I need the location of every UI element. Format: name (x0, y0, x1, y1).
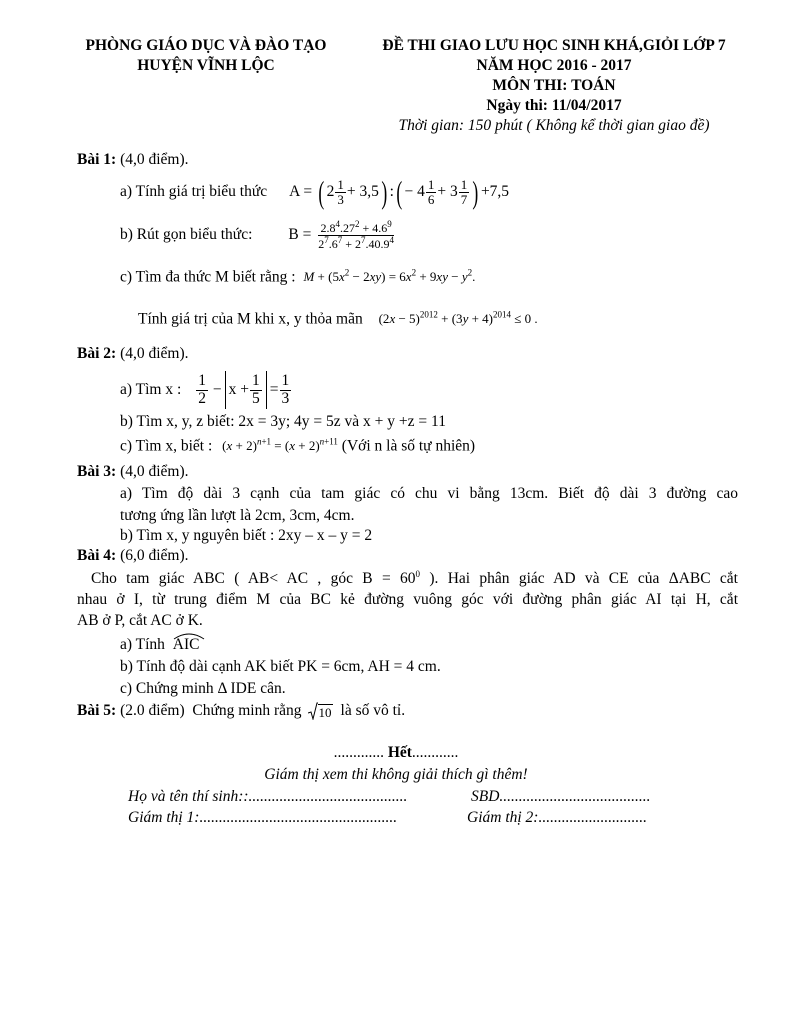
sqrt-radicand: 10 (318, 705, 332, 720)
bai3-a-line2: tương ứng lần lượt là 2cm, 3cm, 4cm. (120, 507, 355, 524)
bai1-c-text: c) Tìm đa thức M biết rằng : (120, 268, 296, 286)
bai5 (77, 702, 405, 720)
bai3-title: Bài 3: (77, 463, 117, 480)
bai4-problem-line1: Cho tam giác ABC ( AB< AC , góc $B = 60^0$ ). Hai phân giác AD và CE của ΔABC cắt (91, 569, 738, 588)
bai2-c (120, 437, 475, 455)
bai1-title: Bài 1: (77, 151, 117, 168)
bai3-points: (4,0 điểm). (116, 463, 189, 480)
angle-arc-icon (173, 632, 205, 640)
department-name: PHÒNG GIÁO DỤC VÀ ĐÀO TẠO (85, 37, 327, 54)
proctor1-line: Giám thị 1:................................................... (128, 809, 398, 826)
bai3-a-line1: a) Tìm độ dài 3 cạnh của tam giác có chu vi bằng 13cm. Biết độ dài 3 đường cao (120, 485, 738, 502)
bai1-b (120, 213, 397, 257)
subject: MÔN THI: TOÁN (492, 77, 616, 94)
school-department (76, 36, 336, 76)
bai1-c2 (138, 310, 538, 328)
bai1-c2-formula: $(2x - 5)^{2012} + (3y + 4)^{2014} \le 0$ . (378, 310, 538, 327)
bai5-text-after: là số vô tỉ. (340, 702, 406, 719)
school-year: NĂM HỌC 2016 - 2017 (476, 57, 632, 74)
bai4-heading (77, 547, 189, 565)
bai1-a (120, 172, 509, 212)
bai2-heading (77, 345, 189, 363)
bai2-c-note: (Với n là số tự nhiên) (341, 437, 476, 455)
bai2-a-formula: $\frac{1}{2}$ − x + $\frac{1}{5}$ = $\frac{1}{3}$ (195, 371, 292, 409)
bai5-text-before: (2.0 điểm) Chứng minh rằng (116, 702, 302, 719)
end-marker: ............. Hết............ (333, 744, 459, 761)
bai2-b: b) Tìm x, y, z biết: 2x = 3y; 4y = 5z và x + y +z = 11 (120, 413, 446, 430)
bai1-a-formula: A = ( 2 $\frac{1}{3}$ + 3,5 ) : ( − 4 $\frac{1}{6}$ + 3 $\frac{1}{7}$ ) +7,5 (289, 174, 510, 210)
bai2-points: (4,0 điểm). (116, 345, 189, 362)
bai4-problem-line3: AB ở P, cắt AC ở K. (77, 612, 203, 629)
exam-title: ĐỀ THI GIAO LƯU HỌC SINH KHÁ,GIỎI LỚP 7 (382, 37, 726, 54)
bai1-c-formula: $M + (5x^2 - 2xy) = 6x^2 + 9xy - y^2$. (303, 268, 476, 285)
exam-duration: Thời gian: 150 phút ( Không kể thời gian giao đề) (398, 117, 710, 134)
bai1-a-text: a) Tính giá trị biểu thức (120, 183, 268, 200)
sqrt-expression (308, 702, 333, 720)
district-name: HUYỆN VĨNH LỘC (137, 57, 275, 74)
bai4-c: c) Chứng minh Δ IDE cân. (120, 680, 286, 697)
proctor-note: Giám thị xem thi không giải thích gì thêm! (264, 766, 528, 783)
bai1-b-formula: B = $\frac{2.8^4.27^2 + 4.6^9}{2^7.6^7 + 2^7.40.9^4}$ (288, 218, 395, 251)
candidate-name-line: Họ và tên thí sinh::......................................... (128, 788, 408, 805)
bai4-points: (6,0 điểm). (116, 547, 189, 564)
bai1-heading (77, 151, 189, 169)
bai3-heading (77, 463, 189, 481)
proctor2-line: Giám thị 2:............................ (467, 809, 647, 826)
bai5-title: Bài 5: (77, 702, 117, 719)
het-label: Hết (387, 744, 412, 761)
bai2-a-text: a) Tìm x : (120, 381, 182, 398)
sbd-line: SBD....................................... (471, 788, 651, 805)
bai4-a (120, 636, 200, 654)
bai2-a (120, 368, 292, 412)
sqrt-sign-icon (308, 702, 318, 720)
bai1-c2-text: Tính giá trị của M khi x, y thỏa mãn (138, 310, 363, 328)
bai4-a-text: a) Tính (120, 636, 165, 653)
bai2-c-text: c) Tìm x, biết : (120, 437, 213, 455)
bai1-b-text: b) Rút gọn biểu thức: (120, 226, 253, 243)
bai1-c (120, 268, 475, 286)
angle-aic: AIC (173, 636, 200, 654)
bai1-points: (4,0 điểm). (116, 151, 189, 168)
exam-header (344, 36, 764, 136)
bai2-title: Bài 2: (77, 345, 117, 362)
bai4-title: Bài 4: (77, 547, 117, 564)
bai3-b: b) Tìm x, y nguyên biết : 2xy – x – y = 2 (120, 527, 373, 544)
bai4-b: b) Tính độ dài cạnh AK biết PK = 6cm, AH = 4 cm. (120, 658, 441, 675)
exam-date: Ngày thi: 11/04/2017 (486, 97, 622, 114)
bai2-c-formula: $(x + 2)^{n+1} = (x + 2)^{n+11}$ (222, 437, 338, 454)
bai4-line1b: ). Hai phân giác AD và CE của ΔABC cắt (420, 570, 738, 588)
bai4-line1a: Cho tam giác ABC ( AB< AC , góc B = 60 (91, 570, 416, 588)
bai4-problem-line2: nhau ở I, từ trung điểm M của BC kẻ đường vuông góc với đường phân giác AI tại H, cắt (77, 591, 738, 608)
